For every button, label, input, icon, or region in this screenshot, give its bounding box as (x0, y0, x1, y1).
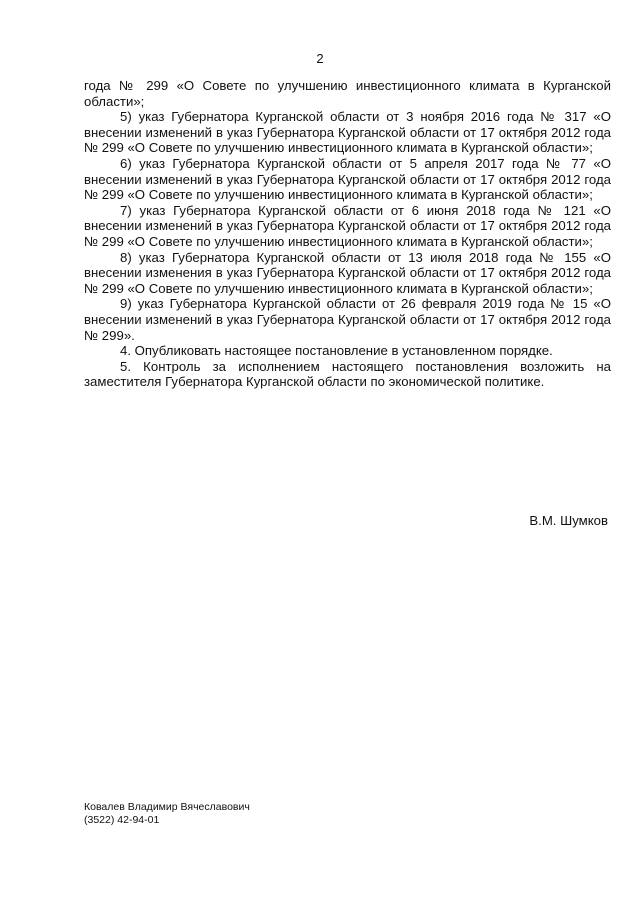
paragraph-item-8: 8) указ Губернатора Курганской области от 13 июля 2018 года № 155 «О внесении изменения в указ Губернатора Курганской области от 17 октября 2012 года № 299 «О Совете по улучшению инвестиционного климата в Курганской области»; (84, 249, 611, 296)
document-body (84, 78, 611, 390)
executor-footer (84, 801, 250, 827)
executor-name: Ковалев Владимир Вячеславович (84, 801, 250, 813)
paragraph-item-7: 7) указ Губернатора Курганской области от 6 июня 2018 года № 121 «О внесении изменений в указ Губернатора Курганской области от 17 октября 2012 года № 299 «О Совете по улучшению инвестиционного климата в Курганской области»; (84, 202, 611, 249)
paragraph-item-5: 5) указ Губернатора Курганской области от 3 ноября 2016 года № 317 «О внесении изменений в указ Губернатора Курганской области от 17 октября 2012 года № 299 «О Совете по улучшению инвестиционного климата в Курганской области»; (84, 109, 611, 156)
paragraph-continuation: года № 299 «О Совете по улучшению инвестиционного климата в Курганской области»; (84, 78, 611, 109)
paragraph-point-5: 5. Контроль за исполнением настоящего постановления возложить на заместителя Губернатора Курганской области по экономической политике. (84, 358, 611, 390)
executor-phone: (3522) 42-94-01 (84, 814, 160, 826)
paragraph-item-9: 9) указ Губернатора Курганской области от 26 февраля 2019 года № 15 «О внесении изменений в указ Губернатора Курганской области от 17 октября 2012 года № 299». (84, 296, 611, 343)
paragraph-item-6: 6) указ Губернатора Курганской области от 5 апреля 2017 года № 77 «О внесении изменений в указ Губернатора Курганской области от 17 октября 2012 года № 299 «О Совете по улучшению инвестиционного климата в Курганской области»; (84, 155, 611, 203)
paragraph-point-4: 4. Опубликовать настоящее постановление в установленном порядке. (120, 343, 553, 359)
page-number: 2 (316, 51, 324, 66)
signature-name: В.М. Шумков (529, 513, 608, 528)
